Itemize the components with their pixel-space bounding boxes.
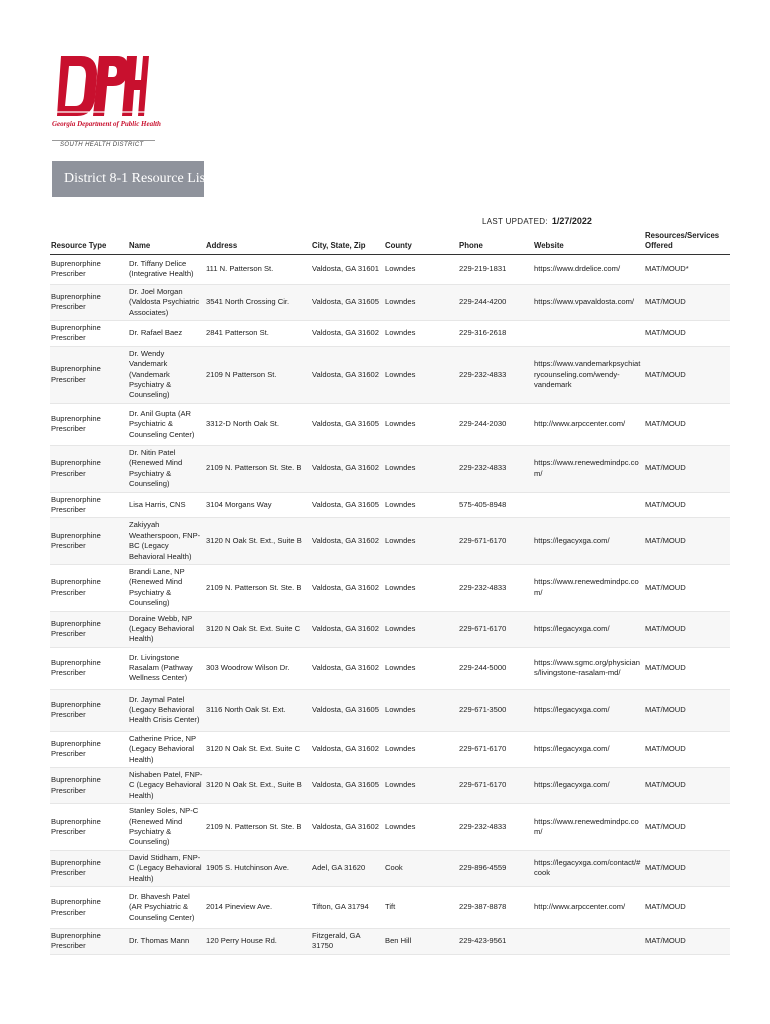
cell-name: Stanley Soles, NP-C (Renewed Mind Psychiatry & Counseling) (128, 804, 205, 851)
cell-address: 2014 Pineview Ave. (205, 887, 311, 929)
cell-resource-type: Buprenorphine Prescriber (50, 689, 128, 731)
cell-services: MAT/MOUD (644, 611, 730, 647)
cell-city-state-zip: Valdosta, GA 31602 (311, 518, 384, 565)
cell-phone: 229-232-4833 (458, 564, 533, 611)
header-name: Name (128, 229, 205, 254)
cell-county: Lowndes (384, 731, 458, 767)
cell-county: Lowndes (384, 647, 458, 689)
table-row (50, 445, 730, 492)
cell-services: MAT/MOUD (644, 850, 730, 886)
cell-address: 3541 North Crossing Cir. (205, 284, 311, 320)
cell-county: Lowndes (384, 611, 458, 647)
cell-city-state-zip: Valdosta, GA 31605 (311, 403, 384, 445)
last-updated (482, 216, 592, 226)
cell-phone: 229-219-1831 (458, 254, 533, 284)
resource-table (50, 229, 730, 955)
cell-name: Zakiyyah Weatherspoon, FNP-BC (Legacy Behavioral Health) (128, 518, 205, 565)
cell-services: MAT/MOUD (644, 768, 730, 804)
cell-services: MAT/MOUD (644, 929, 730, 955)
header-phone: Phone (458, 229, 533, 254)
cell-website[interactable]: https://www.drdelice.com/ (533, 254, 644, 284)
cell-website[interactable]: https://www.vpavaldosta.com/ (533, 284, 644, 320)
cell-name: Dr. Anil Gupta (AR Psychiatric & Counseling Center) (128, 403, 205, 445)
cell-services: MAT/MOUD (644, 731, 730, 767)
cell-address: 2109 N. Patterson St. Ste. B (205, 564, 311, 611)
cell-phone: 229-232-4833 (458, 445, 533, 492)
cell-website[interactable]: https://legacyxga.com/ (533, 731, 644, 767)
cell-address: 111 N. Patterson St. (205, 254, 311, 284)
cell-city-state-zip: Valdosta, GA 31605 (311, 689, 384, 731)
cell-city-state-zip: Valdosta, GA 31602 (311, 564, 384, 611)
cell-name: Dr. Rafael Baez (128, 321, 205, 347)
cell-website[interactable]: https://www.renewedmindpc.com/ (533, 804, 644, 851)
cell-city-state-zip: Fitzgerald, GA 31750 (311, 929, 384, 955)
cell-resource-type: Buprenorphine Prescriber (50, 768, 128, 804)
table-body (50, 254, 730, 954)
cell-phone: 229-671-6170 (458, 768, 533, 804)
cell-city-state-zip: Tifton, GA 31794 (311, 887, 384, 929)
table-row (50, 689, 730, 731)
cell-city-state-zip: Valdosta, GA 31602 (311, 346, 384, 403)
cell-resource-type: Buprenorphine Prescriber (50, 403, 128, 445)
cell-services: MAT/MOUD (644, 647, 730, 689)
cell-address: 3120 N Oak St. Ext. Suite C (205, 611, 311, 647)
cell-name: Dr. Wendy Vandemark (Vandemark Psychiatry & Counseling) (128, 346, 205, 403)
cell-services: MAT/MOUD (644, 518, 730, 565)
table-row (50, 929, 730, 955)
cell-services: MAT/MOUD (644, 321, 730, 347)
cell-address: 3104 Morgans Way (205, 492, 311, 518)
cell-phone: 229-671-3500 (458, 689, 533, 731)
cell-address: 2109 N Patterson St. (205, 346, 311, 403)
cell-address: 3312-D North Oak St. (205, 403, 311, 445)
cell-resource-type: Buprenorphine Prescriber (50, 850, 128, 886)
cell-address: 2109 N. Patterson St. Ste. B (205, 804, 311, 851)
cell-website[interactable]: https://www.vandemarkpsychiatrycounseling.com/wendy-vandemark (533, 346, 644, 403)
cell-resource-type: Buprenorphine Prescriber (50, 564, 128, 611)
table-row (50, 564, 730, 611)
last-updated-date: 1/27/2022 (551, 216, 592, 226)
table-row (50, 731, 730, 767)
cell-city-state-zip: Valdosta, GA 31602 (311, 321, 384, 347)
table-row (50, 611, 730, 647)
cell-city-state-zip: Valdosta, GA 31605 (311, 284, 384, 320)
dph-logo (52, 54, 161, 152)
cell-services: MAT/MOUD* (644, 254, 730, 284)
cell-county: Lowndes (384, 403, 458, 445)
page-title: District 8-1 Resource List (64, 171, 210, 186)
cell-county: Lowndes (384, 804, 458, 851)
cell-county: Lowndes (384, 284, 458, 320)
cell-city-state-zip: Valdosta, GA 31605 (311, 492, 384, 518)
header-services: Resources/Services Offered (644, 229, 730, 254)
cell-name: Dr. Joel Morgan (Valdosta Psychiatric Associates) (128, 284, 205, 320)
cell-services: MAT/MOUD (644, 564, 730, 611)
cell-county: Lowndes (384, 346, 458, 403)
cell-website (533, 321, 644, 347)
cell-city-state-zip: Valdosta, GA 31605 (311, 768, 384, 804)
cell-city-state-zip: Adel, GA 31620 (311, 850, 384, 886)
cell-phone: 229-671-6170 (458, 611, 533, 647)
header-city-state-zip: City, State, Zip (311, 229, 384, 254)
cell-name: Lisa Harris, CNS (128, 492, 205, 518)
cell-services: MAT/MOUD (644, 492, 730, 518)
cell-city-state-zip: Valdosta, GA 31602 (311, 647, 384, 689)
cell-name: Dr. Nitin Patel (Renewed Mind Psychiatry & Counseling) (128, 445, 205, 492)
cell-resource-type: Buprenorphine Prescriber (50, 445, 128, 492)
cell-address: 3120 N Oak St. Ext. Suite C (205, 731, 311, 767)
cell-county: Lowndes (384, 564, 458, 611)
table-row (50, 887, 730, 929)
cell-phone: 575-405-8948 (458, 492, 533, 518)
table-row (50, 284, 730, 320)
cell-county: Lowndes (384, 321, 458, 347)
cell-name: Dr. Tiffany Delice (Integrative Health) (128, 254, 205, 284)
cell-services: MAT/MOUD (644, 284, 730, 320)
cell-phone: 229-232-4833 (458, 346, 533, 403)
cell-resource-type: Buprenorphine Prescriber (50, 321, 128, 347)
cell-city-state-zip: Valdosta, GA 31602 (311, 804, 384, 851)
cell-name: Dr. Jaymal Patel (Legacy Behavioral Health Crisis Center) (128, 689, 205, 731)
header-resource-type: Resource Type (50, 229, 128, 254)
cell-city-state-zip: Valdosta, GA 31602 (311, 611, 384, 647)
cell-phone: 229-896-4559 (458, 850, 533, 886)
cell-website[interactable]: https://legacyxga.com/ (533, 689, 644, 731)
cell-resource-type: Buprenorphine Prescriber (50, 611, 128, 647)
cell-phone: 229-244-5000 (458, 647, 533, 689)
cell-county: Ben Hill (384, 929, 458, 955)
cell-address: 120 Perry House Rd. (205, 929, 311, 955)
table-row (50, 346, 730, 403)
cell-resource-type: Buprenorphine Prescriber (50, 518, 128, 565)
table-row (50, 647, 730, 689)
cell-website[interactable]: https://legacyxga.com/contact/#cook (533, 850, 644, 886)
header-website: Website (533, 229, 644, 254)
cell-phone: 229-244-2030 (458, 403, 533, 445)
table-row (50, 804, 730, 851)
cell-city-state-zip: Valdosta, GA 31602 (311, 731, 384, 767)
cell-resource-type: Buprenorphine Prescriber (50, 346, 128, 403)
cell-resource-type: Buprenorphine Prescriber (50, 647, 128, 689)
table-row (50, 492, 730, 518)
cell-name: Dr. Bhavesh Patel (AR Psychiatric & Counseling Center) (128, 887, 205, 929)
cell-address: 2841 Patterson St. (205, 321, 311, 347)
table-row (50, 254, 730, 284)
cell-county: Lowndes (384, 254, 458, 284)
table-row (50, 850, 730, 886)
table-row (50, 768, 730, 804)
cell-resource-type: Buprenorphine Prescriber (50, 804, 128, 851)
cell-county: Lowndes (384, 492, 458, 518)
cell-services: MAT/MOUD (644, 445, 730, 492)
logo-org-name: Georgia Department of Public Health (52, 120, 161, 128)
cell-county: Tift (384, 887, 458, 929)
cell-phone: 229-671-6170 (458, 518, 533, 565)
table-row (50, 518, 730, 565)
cell-name: Brandi Lane, NP (Renewed Mind Psychiatry & Counseling) (128, 564, 205, 611)
cell-resource-type: Buprenorphine Prescriber (50, 254, 128, 284)
cell-city-state-zip: Valdosta, GA 31602 (311, 445, 384, 492)
cell-resource-type: Buprenorphine Prescriber (50, 731, 128, 767)
logo-divider (52, 140, 155, 141)
cell-county: Lowndes (384, 518, 458, 565)
cell-services: MAT/MOUD (644, 689, 730, 731)
cell-name: Doraine Webb, NP (Legacy Behavioral Health) (128, 611, 205, 647)
cell-resource-type: Buprenorphine Prescriber (50, 492, 128, 518)
cell-website[interactable]: http://www.arpccenter.com/ (533, 887, 644, 929)
cell-county: Lowndes (384, 445, 458, 492)
table-header-row (50, 229, 730, 254)
cell-phone: 229-232-4833 (458, 804, 533, 851)
cell-website[interactable]: https://legacyxga.com/ (533, 768, 644, 804)
cell-phone: 229-244-4200 (458, 284, 533, 320)
cell-resource-type: Buprenorphine Prescriber (50, 887, 128, 929)
cell-name: Catherine Price, NP (Legacy Behavioral Health) (128, 731, 205, 767)
cell-website[interactable]: https://www.sgmc.org/physicians/livingstone-rasalam-md/ (533, 647, 644, 689)
cell-name: Dr. Thomas Mann (128, 929, 205, 955)
header-address: Address (205, 229, 311, 254)
cell-website[interactable]: https://legacyxga.com/ (533, 518, 644, 565)
cell-phone: 229-423-9561 (458, 929, 533, 955)
cell-phone: 229-387-8878 (458, 887, 533, 929)
cell-city-state-zip: Valdosta, GA 31601 (311, 254, 384, 284)
title-banner (52, 161, 210, 197)
dph-logo-mark (55, 54, 149, 118)
cell-address: 3116 North Oak St. Ext. (205, 689, 311, 731)
cell-phone: 229-671-6170 (458, 731, 533, 767)
cell-services: MAT/MOUD (644, 403, 730, 445)
cell-website[interactable]: http://www.arpccenter.com/ (533, 403, 644, 445)
cell-services: MAT/MOUD (644, 346, 730, 403)
table-row (50, 321, 730, 347)
cell-resource-type: Buprenorphine Prescriber (50, 284, 128, 320)
cell-address: 303 Woodrow Wilson Dr. (205, 647, 311, 689)
cell-county: Lowndes (384, 768, 458, 804)
last-updated-label: LAST UPDATED: (482, 217, 548, 226)
cell-services: MAT/MOUD (644, 887, 730, 929)
cell-phone: 229-316-2618 (458, 321, 533, 347)
cell-website[interactable]: https://legacyxga.com/ (533, 611, 644, 647)
cell-address: 2109 N. Patterson St. Ste. B (205, 445, 311, 492)
cell-name: David Stidham, FNP-C (Legacy Behavioral Health) (128, 850, 205, 886)
cell-name: Dr. Livingstone Rasalam (Pathway Wellness Center) (128, 647, 205, 689)
table-row (50, 403, 730, 445)
logo-district: SOUTH HEALTH DISTRICT (60, 142, 144, 148)
cell-county: Cook (384, 850, 458, 886)
cell-resource-type: Buprenorphine Prescriber (50, 929, 128, 955)
cell-address: 3120 N Oak St. Ext., Suite B (205, 518, 311, 565)
cell-services: MAT/MOUD (644, 804, 730, 851)
cell-address: 3120 N Oak St. Ext., Suite B (205, 768, 311, 804)
cell-website[interactable]: https://www.renewedmindpc.com/ (533, 564, 644, 611)
cell-website (533, 492, 644, 518)
cell-website[interactable]: https://www.renewedmindpc.com/ (533, 445, 644, 492)
header-county: County (384, 229, 458, 254)
cell-website (533, 929, 644, 955)
cell-county: Lowndes (384, 689, 458, 731)
cell-name: Nishaben Patel, FNP-C (Legacy Behavioral Health) (128, 768, 205, 804)
cell-address: 1905 S. Hutchinson Ave. (205, 850, 311, 886)
